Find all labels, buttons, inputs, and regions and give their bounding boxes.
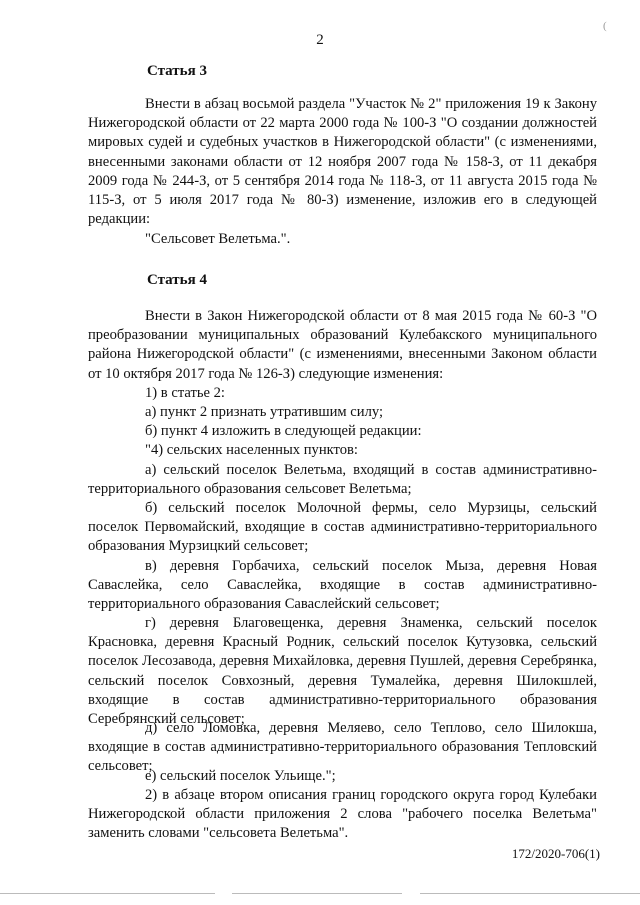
article-4-item: е) сельский поселок Ульище.";: [145, 768, 336, 784]
article-4-item: "4) сельских населенных пунктов:: [145, 442, 358, 458]
bottom-rule: [0, 893, 215, 894]
article-4-item: д) село Ломовка, деревня Меляево, село Теплово, село Шилокша, входящие в состав административно-территориального образования Тепловский сельсовет;: [88, 720, 597, 775]
article-4-item: а) сельский поселок Велетьма, входящий в состав административно-территориального образования сельсовет Велетьма;: [88, 462, 597, 498]
article-4-item: 2) в абзаце втором описания границ городского округа город Кулебаки Нижегородской области приложения 2 слова "рабочего поселка Велетьма" заменить словами "сельсовета Велетьма".: [88, 787, 597, 842]
article-3-paragraph: Внести в абзац восьмой раздела "Участок № 2" приложения 19 к Закону Нижегородской области от 22 марта 2000 года № 100-З "О создании должностей мировых судей и судебных участков в Нижегородской области" (с изменениями, внесенными законами области от 12 ноября 2007 года № 158-З, от 11 декабря 2009 года № 244-З, от 5 сентября 2014 года № 118-З, от 11 августа 2015 года № 115-З, от 5 июля 2017 года № 80-З) изменение, изложив его в следующей редакции:: [88, 96, 597, 228]
article-4-item: г) деревня Благовещенка, деревня Знаменка, сельский поселок Красновка, деревня Красный Родник, сельский поселок Кутузовка, сельский поселок Лесозавода, деревня Михайловка, деревня Пушлей, деревня Серебрянка, сельский поселок Совхозный, деревня Тумалейка, деревня Шилокшлей, входящие в состав административно-территориального образования Серебрянский сельсовет;: [88, 615, 597, 728]
corner-mark: (: [603, 20, 607, 32]
article-4-item: в) деревня Горбачиха, сельский поселок Мыза, деревня Новая Саваслейка, село Саваслейка, входящие в состав административно-территориального образования Саваслейский сельсовет;: [88, 558, 597, 613]
article-4-item: б) сельский поселок Молочной фермы, село Мурзицы, сельский поселок Первомайский, входящие в состав административно-территориального образования Мурзицкий сельсовет;: [88, 500, 597, 555]
article-3-heading: Статья 3: [147, 63, 207, 79]
page-number: 2: [316, 32, 324, 48]
article-3-quote: "Сельсовет Велетьма.".: [145, 231, 291, 247]
document-code: 172/2020-706(1): [511, 846, 600, 861]
article-4-item: а) пункт 2 признать утратившим силу;: [145, 404, 384, 420]
article-4-heading: Статья 4: [147, 272, 207, 288]
article-4-intro: Внести в Закон Нижегородской области от 8 мая 2015 года № 60-З "О преобразовании муниципальных образований Кулебакского муниципального района Нижегородской области" (с изменениями, внесенными Законом области от 10 октября 2017 года № 126-З) следующие изменения:: [88, 308, 597, 382]
bottom-rule: [420, 893, 640, 894]
bottom-rule: [232, 893, 402, 894]
article-4-item: б) пункт 4 изложить в следующей редакции:: [145, 423, 422, 439]
article-4-item: 1) в статье 2:: [145, 385, 225, 401]
